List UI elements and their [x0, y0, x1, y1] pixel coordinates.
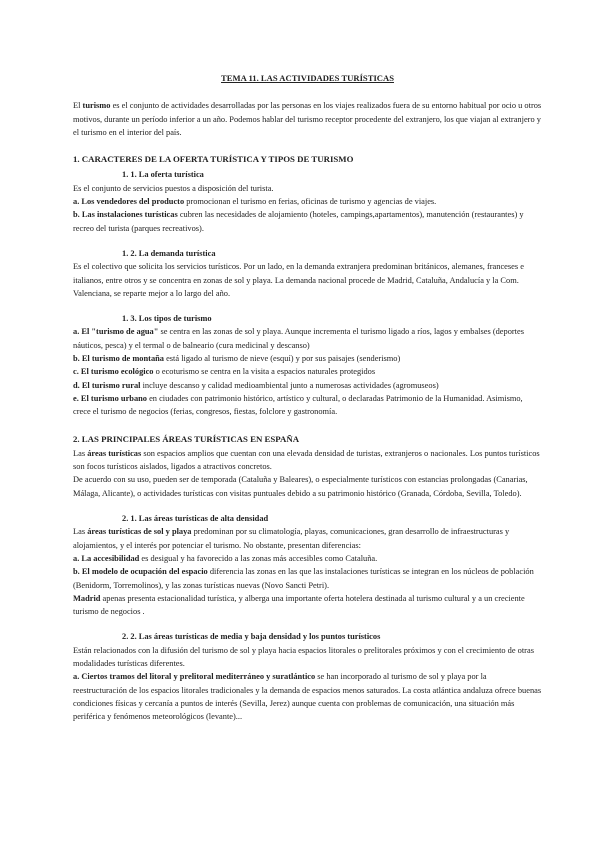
- oferta-definition: Es el conjunto de servicios puestos a disposición del turista.: [73, 183, 274, 193]
- subsection-demanda-heading: 1. 2. La demanda turística: [122, 248, 216, 258]
- intro-paragraph: El turismo es el conjunto de actividades desarrolladas por las personas en los viajes realizados fuera de su entorno habitual por ocio u otros motivos, durante un período inferior a un año. Podemos hablar del turismo receptor procedente del extranjero, los que viajan al extranjero y el turismo en el interior del país.: [73, 101, 542, 137]
- document-title: TEMA 11. LAS ACTIVIDADES TURÍSTICAS: [221, 73, 394, 83]
- alta-paragraph: Las áreas turísticas de sol y playa predominan por su climatología, playas, comunicaciones, gran desarrollo de infraestructuras y alojamientos, y el interés por potenciar el turismo. No obstante, presentan diferencias:: [73, 527, 510, 550]
- alta-item-b: b. El modelo de ocupación del espacio diferencia las zonas en las que las instalaciones turísticas se integran en los núcleos de población (Benidorm, Torremolinos), y las zonas turísticas nuevas (Novo Sancti Petri).: [73, 567, 534, 590]
- oferta-item-a: a. Los vendedores del producto promocionan el turismo en ferias, oficinas de turismo y agencias de viajes.: [73, 197, 437, 207]
- tipos-item-c: c. El turismo ecológico o ecoturismo se centra en la visita a espacios naturales protegidos: [73, 367, 376, 377]
- media-paragraph: Están relacionados con la difusión del turismo de sol y playa hacia espacios litorales o prelitorales próximos y con el crecimiento de otras modalidades turísticas diferentes.: [73, 645, 534, 668]
- subsection-media-heading: 2. 2. Las áreas turísticas de media y baja densidad y los puntos turísticos: [122, 632, 381, 642]
- areas-paragraph-2: De acuerdo con su uso, pueden ser de temporada (Cataluña y Baleares), o especialmente turísticos con estancias prolongadas (Canarias, Málaga, Alicante), o actividades turísticas con visitas puntuales debido a su patrimonio histórico (Granada, Córdoba, Sevilla, Toledo).: [73, 475, 528, 498]
- subsection-oferta-heading: 1. 1. La oferta turística: [122, 170, 204, 180]
- tipos-item-e: e. El turismo urbano en ciudades con patrimonio histórico, artístico y cultural, o declaradas Patrimonio de la Humanidad. Asimismo, crece el turismo de negocios (ferias, congresos, fiestas, folclore y gastronomía.: [73, 393, 523, 417]
- areas-paragraph-1: Las áreas turísticas son espacios amplios que cuentan con una elevada densidad de turistas, extranjeros o nacionales. Los puntos turísticos son focos turísticos aislados, ligados a atractivos concretos.: [73, 448, 540, 472]
- media-item-a: a. Ciertos tramos del litoral y prelitoral mediterráneo y suratlántico se han incorporado al turismo de sol y playa por la reestructuración de los espacios litorales tradicionales y la demanda de espacios menos saturados. La costa atlántica andaluza ofrece buenas condiciones físicas y cercanía a puntos de interés (Sevilla, Jerez) aunque cuenta con problemas de comunicación, una situación más periférica y fenómenos meteorológicos (levante)...: [73, 672, 542, 722]
- tipos-item-d: d. El turismo rural incluye descanso y calidad medioambiental junto a numerosas actividades (agromuseos): [73, 380, 439, 390]
- section-1-heading: 1. CARACTERES DE LA OFERTA TURÍSTICA Y TIPOS DE TURISMO: [73, 154, 354, 165]
- tipos-item-a: a. El "turismo de agua" se centra en las zonas de sol y playa. Aunque incrementa el turismo ligado a ríos, lagos y embalses (deportes náuticos, pesca) y el termal o de balneario (cura medicinal y descanso): [73, 327, 524, 350]
- demanda-paragraph: Es el colectivo que solicita los servicios turísticos. Por un lado, en la demanda extranjera predominan británicos, alemanes, franceses e italianos, entre otros y se concentra en zonas de sol y playa. La demanda nacional procede de Madrid, Cataluña, Andalucía y la Com. Valenciana, se reparte mejor a lo largo del año.: [73, 262, 524, 298]
- oferta-item-b: b. Las instalaciones turísticas cubren las necesidades de alojamiento (hoteles, campings,apartamentos), manutención (restaurantes) y recreo del turista (parques recreativos).: [73, 210, 524, 233]
- subsection-alta-heading: 2. 1. Las áreas turísticas de alta densidad: [122, 514, 269, 524]
- section-2-heading: 2. LAS PRINCIPALES ÁREAS TURÍSTICAS EN ESPAÑA: [73, 433, 300, 444]
- alta-madrid: Madrid apenas presenta estacionalidad turística, y alberga una importante oferta hotelera destinada al turismo cultural y a un creciente turismo de negocios .: [73, 593, 525, 617]
- tipos-item-b: b. El turismo de montaña está ligado al turismo de nieve (esquí) y por sus paisajes (senderismo): [73, 354, 401, 364]
- alta-item-a: a. La accesibilidad es desigual y ha favorecido a las zonas más accesibles como Cataluña.: [73, 553, 378, 563]
- subsection-tipos-heading: 1. 3. Los tipos de turismo: [122, 314, 212, 324]
